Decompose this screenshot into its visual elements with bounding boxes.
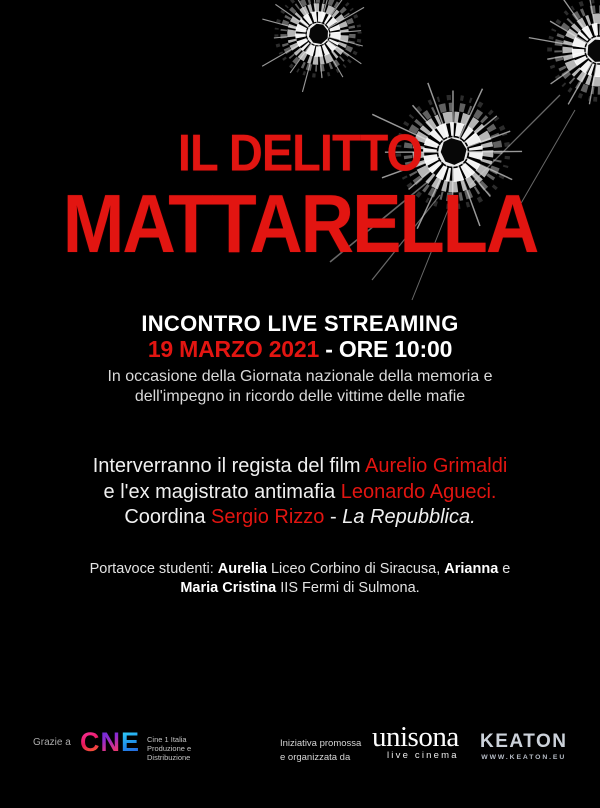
speaker-name-agueci: Leonardo Agueci. [340,480,497,503]
cne-letter-c: C [80,727,101,757]
bullet-hole-right [519,0,600,120]
keaton-logo [480,732,567,761]
promoted-line-1: Iniziativa promossa [280,738,362,749]
event-date: 19 MARZO 2021 [147,336,320,362]
speaker-name-grimaldi: Aurelio Grimaldi [365,455,508,477]
speaker-name-rizzo: Sergio Rizzo [211,506,325,528]
speakers-line1-text: Interverranno il regista del film [92,455,366,477]
promoted-line-2: e organizzata da [280,751,351,763]
cne-caption-line-1: Cine 1 Italia [147,735,187,744]
student-name-aurelia: Aurelia [217,561,267,577]
occasion-text [0,367,600,406]
date-separator: - [319,336,339,362]
cne-letter-e: E [121,727,141,757]
title-line-2: MATTARELLA [62,177,538,271]
keaton-wordmark: KEATON [480,731,568,752]
students-conjunction: e [498,561,511,577]
students-school-1: Liceo Corbino di Siracusa, [266,561,445,577]
event-time: ORE 10:00 [338,336,453,362]
speakers-line3-text: Coordina [124,506,212,528]
unisona-logo [372,722,459,761]
speakers-line3-separator: - [324,506,343,528]
publication-name: La Repubblica. [342,506,476,528]
student-name-maria-cristina: Maria Cristina [180,580,277,596]
speakers-text [0,454,600,531]
keaton-url: WWW.KEATON.EU [481,754,567,761]
occasion-line-2: dell'impegno in ricordo delle vittime delle mafie [134,387,466,405]
students-line-2 [0,579,600,598]
students-line-1 [0,560,600,579]
students-school-2: IIS Fermi di Sulmona. [276,580,420,596]
speakers-line2-text: e l'ex magistrato antimafia [103,480,341,503]
occasion-line-1: In occasione della Giornata nazionale della memoria e [107,368,493,385]
unisona-wordmark: unisona [372,721,459,753]
student-name-arianna: Arianna [444,561,499,577]
students-label: Portavoce studenti: [89,561,218,577]
promoted-by-label [280,737,361,764]
speakers-line-3 [0,505,600,531]
cne-caption-line-3: Distribuzione [147,753,191,762]
cne-caption [147,735,191,762]
cne-caption-line-2: Produzione e [147,744,192,753]
speakers-line-2 [0,480,600,506]
bullet-hole-top [247,0,381,105]
students-text [0,560,600,598]
event-dateline [0,336,600,363]
cne-letter-n: N [100,727,121,757]
speakers-line-1 [0,454,600,480]
unisona-tagline: live cinema [387,750,459,761]
title-line-1: IL DELITTO [177,123,423,182]
event-heading: INCONTRO LIVE STREAMING [141,311,459,336]
thanks-label: Grazie a [33,737,71,748]
cne-logo [80,727,140,758]
